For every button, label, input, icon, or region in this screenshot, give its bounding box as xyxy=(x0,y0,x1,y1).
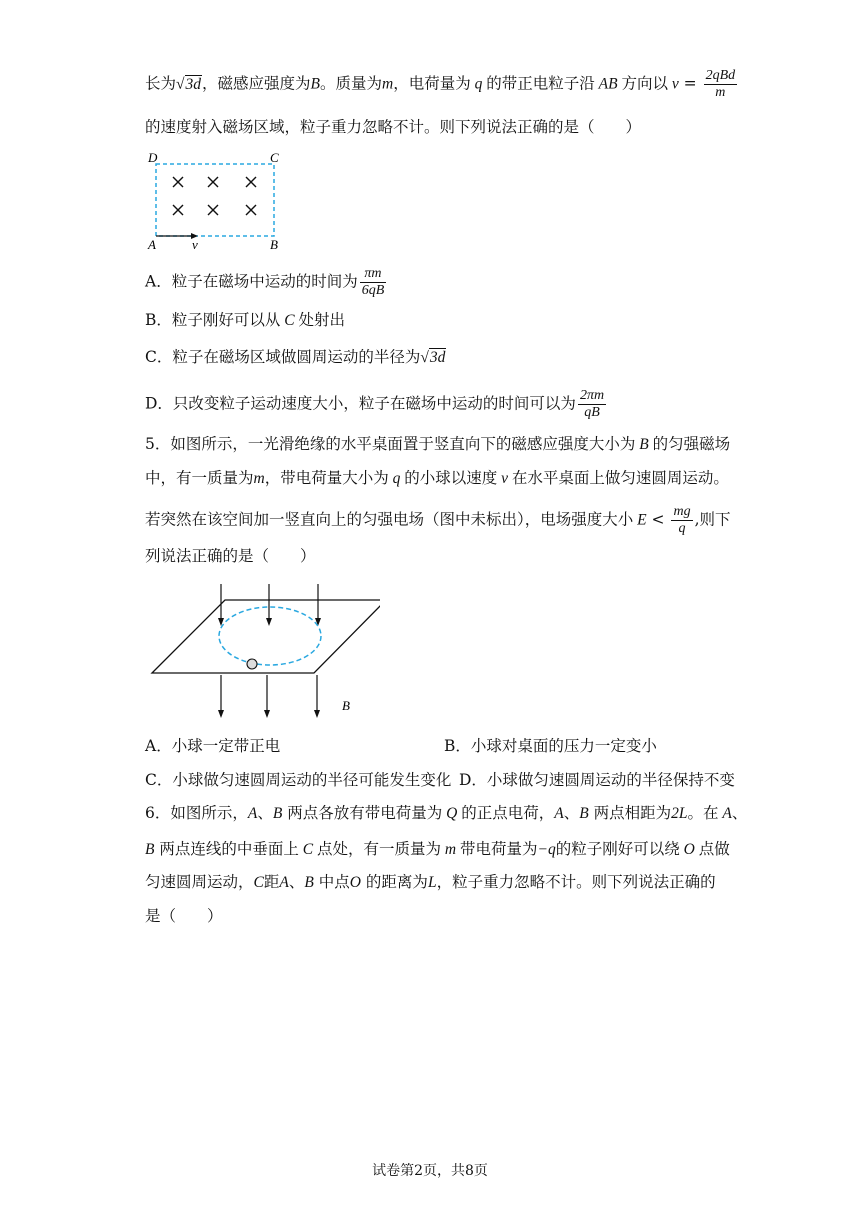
label-B-field: B xyxy=(342,698,350,713)
q5-stem-line3: 若突然在该空间加一竖直向上的匀强电场（图中未标出），电场强度大小 E < $\frac{mg}{q}$ ,则下 xyxy=(145,504,731,536)
page-footer: 试卷第2页，共8页 xyxy=(372,1163,488,1179)
q4-option-d: D．只改变粒子运动速度大小，粒子在磁场中运动的时间可以为 $\frac{2\pi m}{qB}$ xyxy=(145,388,605,420)
q5-option-a: A．小球一定带正电 xyxy=(145,737,281,755)
q4-figure-rect-field xyxy=(140,145,300,255)
q5-stem-line4: 列说法正确的是（ ） xyxy=(145,547,316,565)
label-v: v xyxy=(192,237,198,252)
q5-figure-table-field xyxy=(140,578,380,728)
q4-option-b: B．粒子刚好可以从 C 处射出 xyxy=(145,311,346,329)
q6-stem-line4: 是（ ） xyxy=(145,907,223,925)
q5-option-c: C．小球做匀速圆周运动的半径可能发生变化 xyxy=(145,771,452,789)
q5-stem-line1: 5．如图所示，一光滑绝缘的水平桌面置于竖直向下的磁感应强度大小为 B 的匀强磁场 xyxy=(145,435,731,453)
q6-stem-line3: 匀速圆周运动，C距A、B 中点O 的距离为L，粒子重力忽略不计。则下列说法正确的 xyxy=(145,873,716,891)
label-A: A xyxy=(148,237,156,252)
label-D: D xyxy=(148,150,158,165)
q4-stem-line2: 的速度射入磁场区域，粒子重力忽略不计。则下列说法正确的是（ ） xyxy=(145,118,642,136)
label-C: C xyxy=(270,150,279,165)
q5-option-d: D．小球做匀速圆周运动的半径保持不变 xyxy=(459,771,735,789)
q6-stem-line1: 6．如图所示，A、B 两点各放有带电荷量为 Q 的正点电荷，A、B 两点相距为2L。在 A、 xyxy=(145,804,748,822)
q5-option-b: B．小球对桌面的压力一定变小 xyxy=(444,737,657,755)
label-B: B xyxy=(270,237,278,252)
q5-stem-line2: 中，有一质量为m，带电荷量大小为 q 的小球以速度 v 在水平桌面上做匀速圆周运动。 xyxy=(145,469,729,487)
q4-option-c: C．粒子在磁场区域做圆周运动的半径为√3d xyxy=(145,348,446,366)
q4-option-a: A．粒子在磁场中运动的时间为 $\frac{\pi m}{6qB}$ xyxy=(145,266,385,298)
q6-stem-line2: B 两点连线的中垂面上 C 点处，有一质量为 m 带电荷量为−q的粒子刚好可以绕 O 点做 xyxy=(145,840,730,858)
q4-stem-line1: 长为√3d，磁感应强度为B。质量为m，电荷量为 q 的带正电粒子沿 AB 方向以 v = $\frac{\text{2qBd}}{m}$ xyxy=(145,68,736,100)
